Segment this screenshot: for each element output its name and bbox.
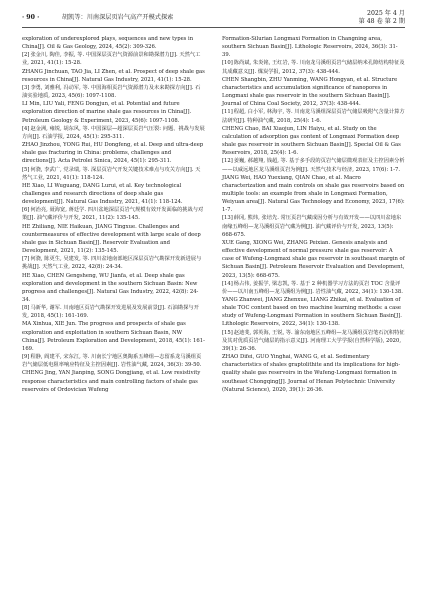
- issue-info: [359, 10, 405, 26]
- reference-text: HE Xiao, LI Wuguang, DANG Lurui, et al. Key technological challenges and research directions of deep shale gas development[J]. Natural Gas Industry, 2021, 41(1): 118-124.: [22, 182, 183, 206]
- reference-text: XUE Gang, XIONG Wei, ZHANG Peixian. Genesis analysis and effective development of normal pressure shale gas reservoir: A case of Wufeng-Longmaxi shale gas reservoir in southeast margin of Sichuan Basin[J]. Petroleum Reservoir Evaluation and Development, 2023, 13(5): 668-675.: [222, 239, 405, 279]
- reference-entry: [222, 174, 405, 215]
- reference-column-right: [222, 35, 405, 394]
- reference-text: Formation-Silurian Longmaxi Formation in Changning area, southern Sichuan Basin[J]. Lithologic Reservoirs, 2024, 36(3): 31-39.: [222, 36, 398, 59]
- reference-text: ZHAO Difei, GUO Yinghai, WANG G, et al. Sedimentary characteristics of shales graptolithite and its implications for high-quality shale gas reservoirs in the Wufeng-Longmaxi formation in southeast Chongqing[J]. Journal of Henan Polytechnic University (Natural Science), 2020, 39(1): 26-36.: [222, 354, 401, 393]
- reference-text: 赵迪斐, 郭英海, 王锐, 等. 渝东南地区五峰组—龙马溪组页岩笔石沉积特征及其对优质页岩气储层的指示意义[J]. 河南理工大学学报(自然科学版), 2020, 39(1): 26-36.: [222, 329, 405, 352]
- reference-entry: [22, 353, 205, 369]
- reference-text: 程超, 白小军, 林海宇, 等. 川南龙马溪组深层页岩气储层吸附气含量计算方法研究[J]. 特种油气藏, 2018, 25(4): 1-6.: [222, 109, 405, 124]
- reference-text: HE Zhiliang, NIE Haikuan, JIANG Tingxue. Challenges and countermeasures of effective development with large scale of deep shale gas in Sichuan Basin[J]. Reservoir Evaluation and Development, 2021, 11(2): 135-145.: [22, 223, 201, 255]
- reference-entry: [222, 125, 405, 158]
- reference-entry: [22, 304, 205, 320]
- reference-entry: [222, 59, 405, 75]
- reference-entry: [222, 280, 405, 296]
- reference-number: [15]: [222, 329, 233, 336]
- reference-text: MA Xinhua, XIE Jun. The progress and prospects of shale gas exploration and exploitation in southern Sichuan Basin, NW China[J]. Petroleum Exploration and Development, 2018, 45(1): 161-169.: [22, 321, 205, 352]
- page-number: · 90 ·: [22, 14, 40, 21]
- reference-number: [12]: [222, 158, 233, 165]
- reference-entry: [22, 125, 205, 141]
- reference-entry: [22, 68, 205, 84]
- reference-text: CHENG Jing, YAN Jianping, SONG Dongjiang, et al. Low resistivity response characteristics and main controlling factors of shale gas reservoirs of Ordovician Wufeng: [22, 370, 201, 393]
- reference-text: 赵金洲, 雍锐, 胡东风, 等. 中国深层—超深层页岩气压裂: 问题、挑战与发展方向[J]. 石油学报, 2024, 45(1): 295-311.: [22, 125, 205, 140]
- reference-number: [6]: [22, 207, 30, 214]
- reference-number: [4]: [22, 125, 30, 132]
- reference-text: 程静, 阎建平, 宋东江, 等. 川南长宁地区奥陶系五峰组—志留系龙马溪组页岩气储层低电阻率响应特征及主控因素[J]. 岩性油气藏, 2024, 36(3): 39-50.: [22, 354, 202, 369]
- reference-entry: [22, 141, 205, 165]
- running-title: 胡凯等：川南深层页岩气高产开模式探索: [62, 14, 174, 21]
- reference-entry: [22, 84, 205, 100]
- reference-entry: [22, 206, 205, 222]
- reference-entry: [22, 182, 205, 206]
- reference-entry: [22, 223, 205, 256]
- reference-text: 杨占伟, 姜振学, 梁志凯, 等. 基于 2 种机器学习方法的页岩 TOC 含量评价——以川南五峰组—龙马溪组为例[J]. 岩性油气藏, 2022, 34(1): 130-138.: [222, 280, 403, 295]
- reference-text: LI Min, LIU Yali, FENG Dongjun, et al. Potential and future exploration direction of marine shale gas resources in China[J]. Petroleum Geology & Experiment, 2023, 45(6): 1097-1108.: [22, 101, 192, 124]
- reference-entry: [222, 76, 405, 109]
- reference-entry: [222, 353, 405, 394]
- reference-entry: [22, 100, 205, 124]
- reference-text: 马新华, 谢军. 川南地区页岩气勘探开发进展及发展前景[J]. 石油勘探与开发, 2018, 45(1): 161-169.: [22, 305, 199, 320]
- reference-text: 张金川, 陶佳, 李振, 等. 中国深层页岩气资源前景和勘探潜力[J]. 天然气工业, 2021, 41(1): 15-28.: [22, 52, 201, 67]
- issue-date: 2025 年 4 月: [367, 10, 405, 17]
- reference-text: exploration of underexplored plays, sequences and new types in China[J]. Oil & Gas Geology, 2024, 45(2): 309-326.: [22, 36, 194, 51]
- reference-number: [3]: [22, 84, 30, 91]
- page-header: [22, 10, 405, 26]
- reference-column-left: [22, 35, 205, 394]
- reference-text: ZHANG Jinchuan, TAO Jia, LI Zhen, et al. Prospect of deep shale gas resources in China[J]. Natural Gas Industry, 2021, 41(1): 15-28.: [22, 68, 205, 83]
- reference-entry: [222, 329, 405, 353]
- header-rule: [22, 27, 405, 28]
- reference-entry: [22, 166, 205, 182]
- reference-number: [14]: [222, 280, 233, 287]
- reference-text: JIANG Wei, HAO Yuexiang, QIAN Chao, et al. Macro characterization and main controls on shale gas reservoirs based on multiple tools: an example from shale in Longmaxi Formation, Weiyuan area[J]. Natural Gas Technology and Economy, 2023, 17(6): 1-7.: [222, 174, 405, 214]
- reference-number: [8]: [22, 305, 30, 312]
- reference-text: 陈尚斌, 朱炎铭, 王红岩, 等. 川南龙马溪组页岩气储层纳米孔隙结构特征及其成藏意义[J]. 煤炭学报, 2012, 37(3): 438-444.: [222, 60, 405, 75]
- reference-entry: [22, 35, 205, 51]
- reference-text: 何治亮, 聂海宽, 蒋廷学. 四川盆地深层页岩气规模有效开发面临的挑战与对策[J]. 油气藏评价与开发, 2021, 11(2): 135-145.: [22, 207, 204, 222]
- reference-entry: [222, 157, 405, 173]
- reference-number: [10]: [222, 60, 233, 67]
- reference-entry: [22, 255, 205, 271]
- reference-entry: [22, 369, 205, 393]
- reference-text: 姜巍, 郝越翔, 钱超, 等. 基于多手段的页岩气储层微观表征及主控因素分析——以威远地区龙马溪组页岩为例[J]. 天然气技术与经济, 2023, 17(6): 1-7.: [222, 158, 405, 173]
- reference-number: [11]: [222, 109, 233, 116]
- reference-entry: [222, 108, 405, 124]
- issue-volume: 第 48 卷 第 2 期: [358, 18, 405, 25]
- reference-entry: [222, 35, 405, 59]
- reference-text: CHENG Chao, BAI Xiaojun, LIN Haiyu, et al. Study on the calculation of adsorption gas content of Longmaxi Formation deep shale gas reservoir in southern Sichuan Basin[J]. Special Oil & Gas Reservoirs, 2018, 25(4): 1-6.: [222, 125, 401, 157]
- reference-number: [2]: [22, 52, 30, 59]
- reference-entry: [222, 214, 405, 238]
- reference-entry: [22, 51, 205, 67]
- reference-text: 何骁, 李武广, 党录瑞, 等. 深层页岩气开发关键技术难点与攻关方向[J]. 天然气工业, 2021, 41(1): 118-124.: [22, 166, 201, 181]
- reference-text: 薛冈, 熊炜, 张培先. 常压页岩气藏成因分析与有效开发——以四川盆地东南缘五峰组—龙马溪组页岩气藏为例[J]. 油气藏评价与开发, 2023, 13(5): 668-675.: [222, 215, 402, 238]
- reference-number: [7]: [22, 256, 30, 263]
- reference-text: 李勇, 刘雅利, 冯动军, 等. 中国海相页岩气资源潜力及未来勘探方向[J]. 石油实验地质, 2023, 45(6): 1097-1108.: [22, 84, 201, 100]
- reference-entry: [22, 272, 205, 305]
- reference-text: 何骁, 陈更生, 吴建发, 等. 四川盆地南部地区深层页岩气勘探开发新进展与挑战[J]. 天然气工业, 2022, 42(8): 24-34.: [22, 256, 202, 271]
- reference-entry: [22, 320, 205, 353]
- reference-number: [5]: [22, 166, 30, 173]
- reference-number: [9]: [22, 354, 30, 361]
- reference-text: YANG Zhanwei, JIANG Zhenxue, LIANG Zhikai, et al. Evaluation of shale TOC content based on two machine learning methods: a case study of Wufeng-Longmaxi Formation in southern Sichuan Basin[J]. Lithologic Reservoirs, 2022, 34(1): 130-138.: [222, 297, 402, 328]
- reference-entry: [222, 296, 405, 329]
- reference-text: ZHAO Jinzhou, YONG Rui, HU Dongfeng, et al. Deep and ultra-deep shale gas fracturing in China: problems, challenges and directions[J]. Acta Petrolei Sinica, 2024, 45(1): 295-311.: [22, 142, 204, 165]
- reference-entry: [222, 239, 405, 280]
- reference-text: CHEN Shangbin, ZHU Yanming, WANG Hongyan, et al. Structure characteristics and accumulation significance of nanopores in Longmaxi shale gas reservoir in the southern Sichuan Basin[J]. Journal of China Coal Society, 2012, 37(3): 438-444.: [222, 76, 398, 108]
- reference-number: [13]: [222, 215, 233, 222]
- reference-text: HE Xiao, CHEN Gengsheng, WU Jianfa, et al. Deep shale gas exploration and development in the southern Sichuan Basin: New progress and challenges[J]. Natural Gas Industry, 2022, 42(8): 24-34.: [22, 272, 199, 303]
